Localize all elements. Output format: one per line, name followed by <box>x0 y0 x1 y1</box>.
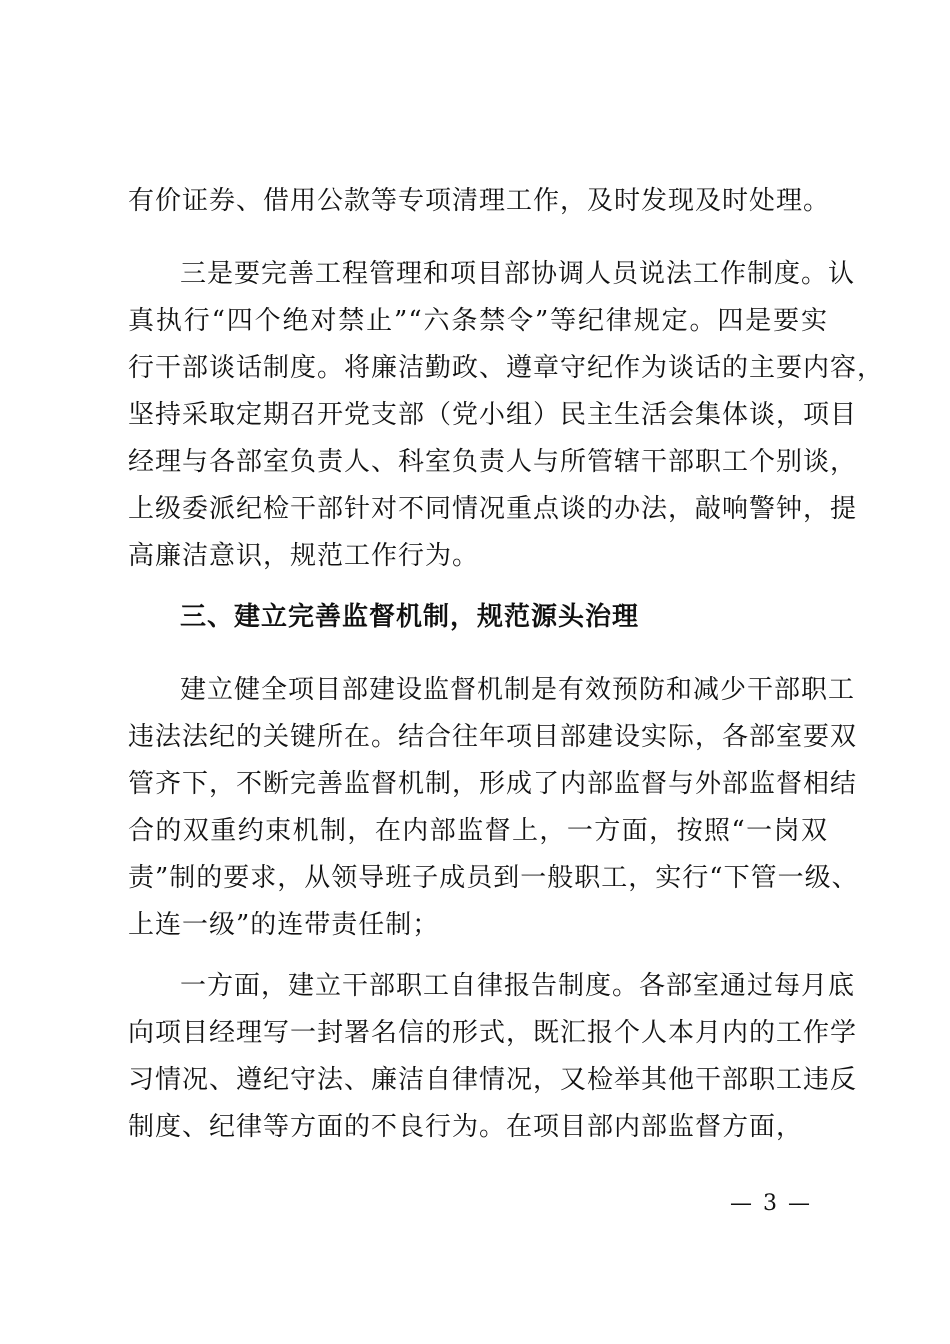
section-heading: 三、建立完善监督机制，规范源头治理 <box>180 602 640 632</box>
page-number: — 3 — <box>730 1191 812 1216</box>
text-line: 习情况、遵纪守法、廉洁自律情况，又检举其他干部职工违反 <box>128 1065 858 1095</box>
text-line: 有价证券、借用公款等专项清理工作，及时发现及时处理。 <box>128 186 831 216</box>
text-line: 行干部谈话制度。将廉洁勤政、遵章守纪作为谈话的主要内容， <box>128 353 885 383</box>
text-line: 责”制的要求，从领导班子成员到一般职工，实行“下管一级、 <box>128 863 859 893</box>
text-line: 违法法纪的关键所在。结合往年项目部建设实际，各部室要双 <box>128 722 858 752</box>
text-line: 经理与各部室负责人、科室负责人与所管辖干部职工个别谈， <box>128 447 858 477</box>
text-line: 上连一级”的连带责任制； <box>128 910 440 940</box>
text-line: 坚持采取定期召开党支部（党小组）民主生活会集体谈，项目 <box>128 400 858 430</box>
text-line: 管齐下，不断完善监督机制，形成了内部监督与外部监督相结 <box>128 769 858 799</box>
text-line: 上级委派纪检干部针对不同情况重点谈的办法，敲响警钟，提 <box>128 494 858 524</box>
text-line: 建立健全项目部建设监督机制是有效预防和减少干部职工 <box>180 675 856 705</box>
text-line: 合的双重约束机制，在内部监督上，一方面，按照“一岗双 <box>128 816 828 846</box>
text-line: 制度、纪律等方面的不良行为。在项目部内部监督方面， <box>128 1112 804 1142</box>
text-line: 高廉洁意识，规范工作行为。 <box>128 541 480 571</box>
text-line: 三是要完善工程管理和项目部协调人员说法工作制度。认 <box>180 259 856 289</box>
text-line: 向项目经理写一封署名信的形式，既汇报个人本月内的工作学 <box>128 1018 858 1048</box>
text-line: 一方面，建立干部职工自律报告制度。各部室通过每月底 <box>180 971 856 1001</box>
text-line: 真执行“四个绝对禁止”“六条禁令”等纪律规定。四是要实 <box>128 306 828 336</box>
